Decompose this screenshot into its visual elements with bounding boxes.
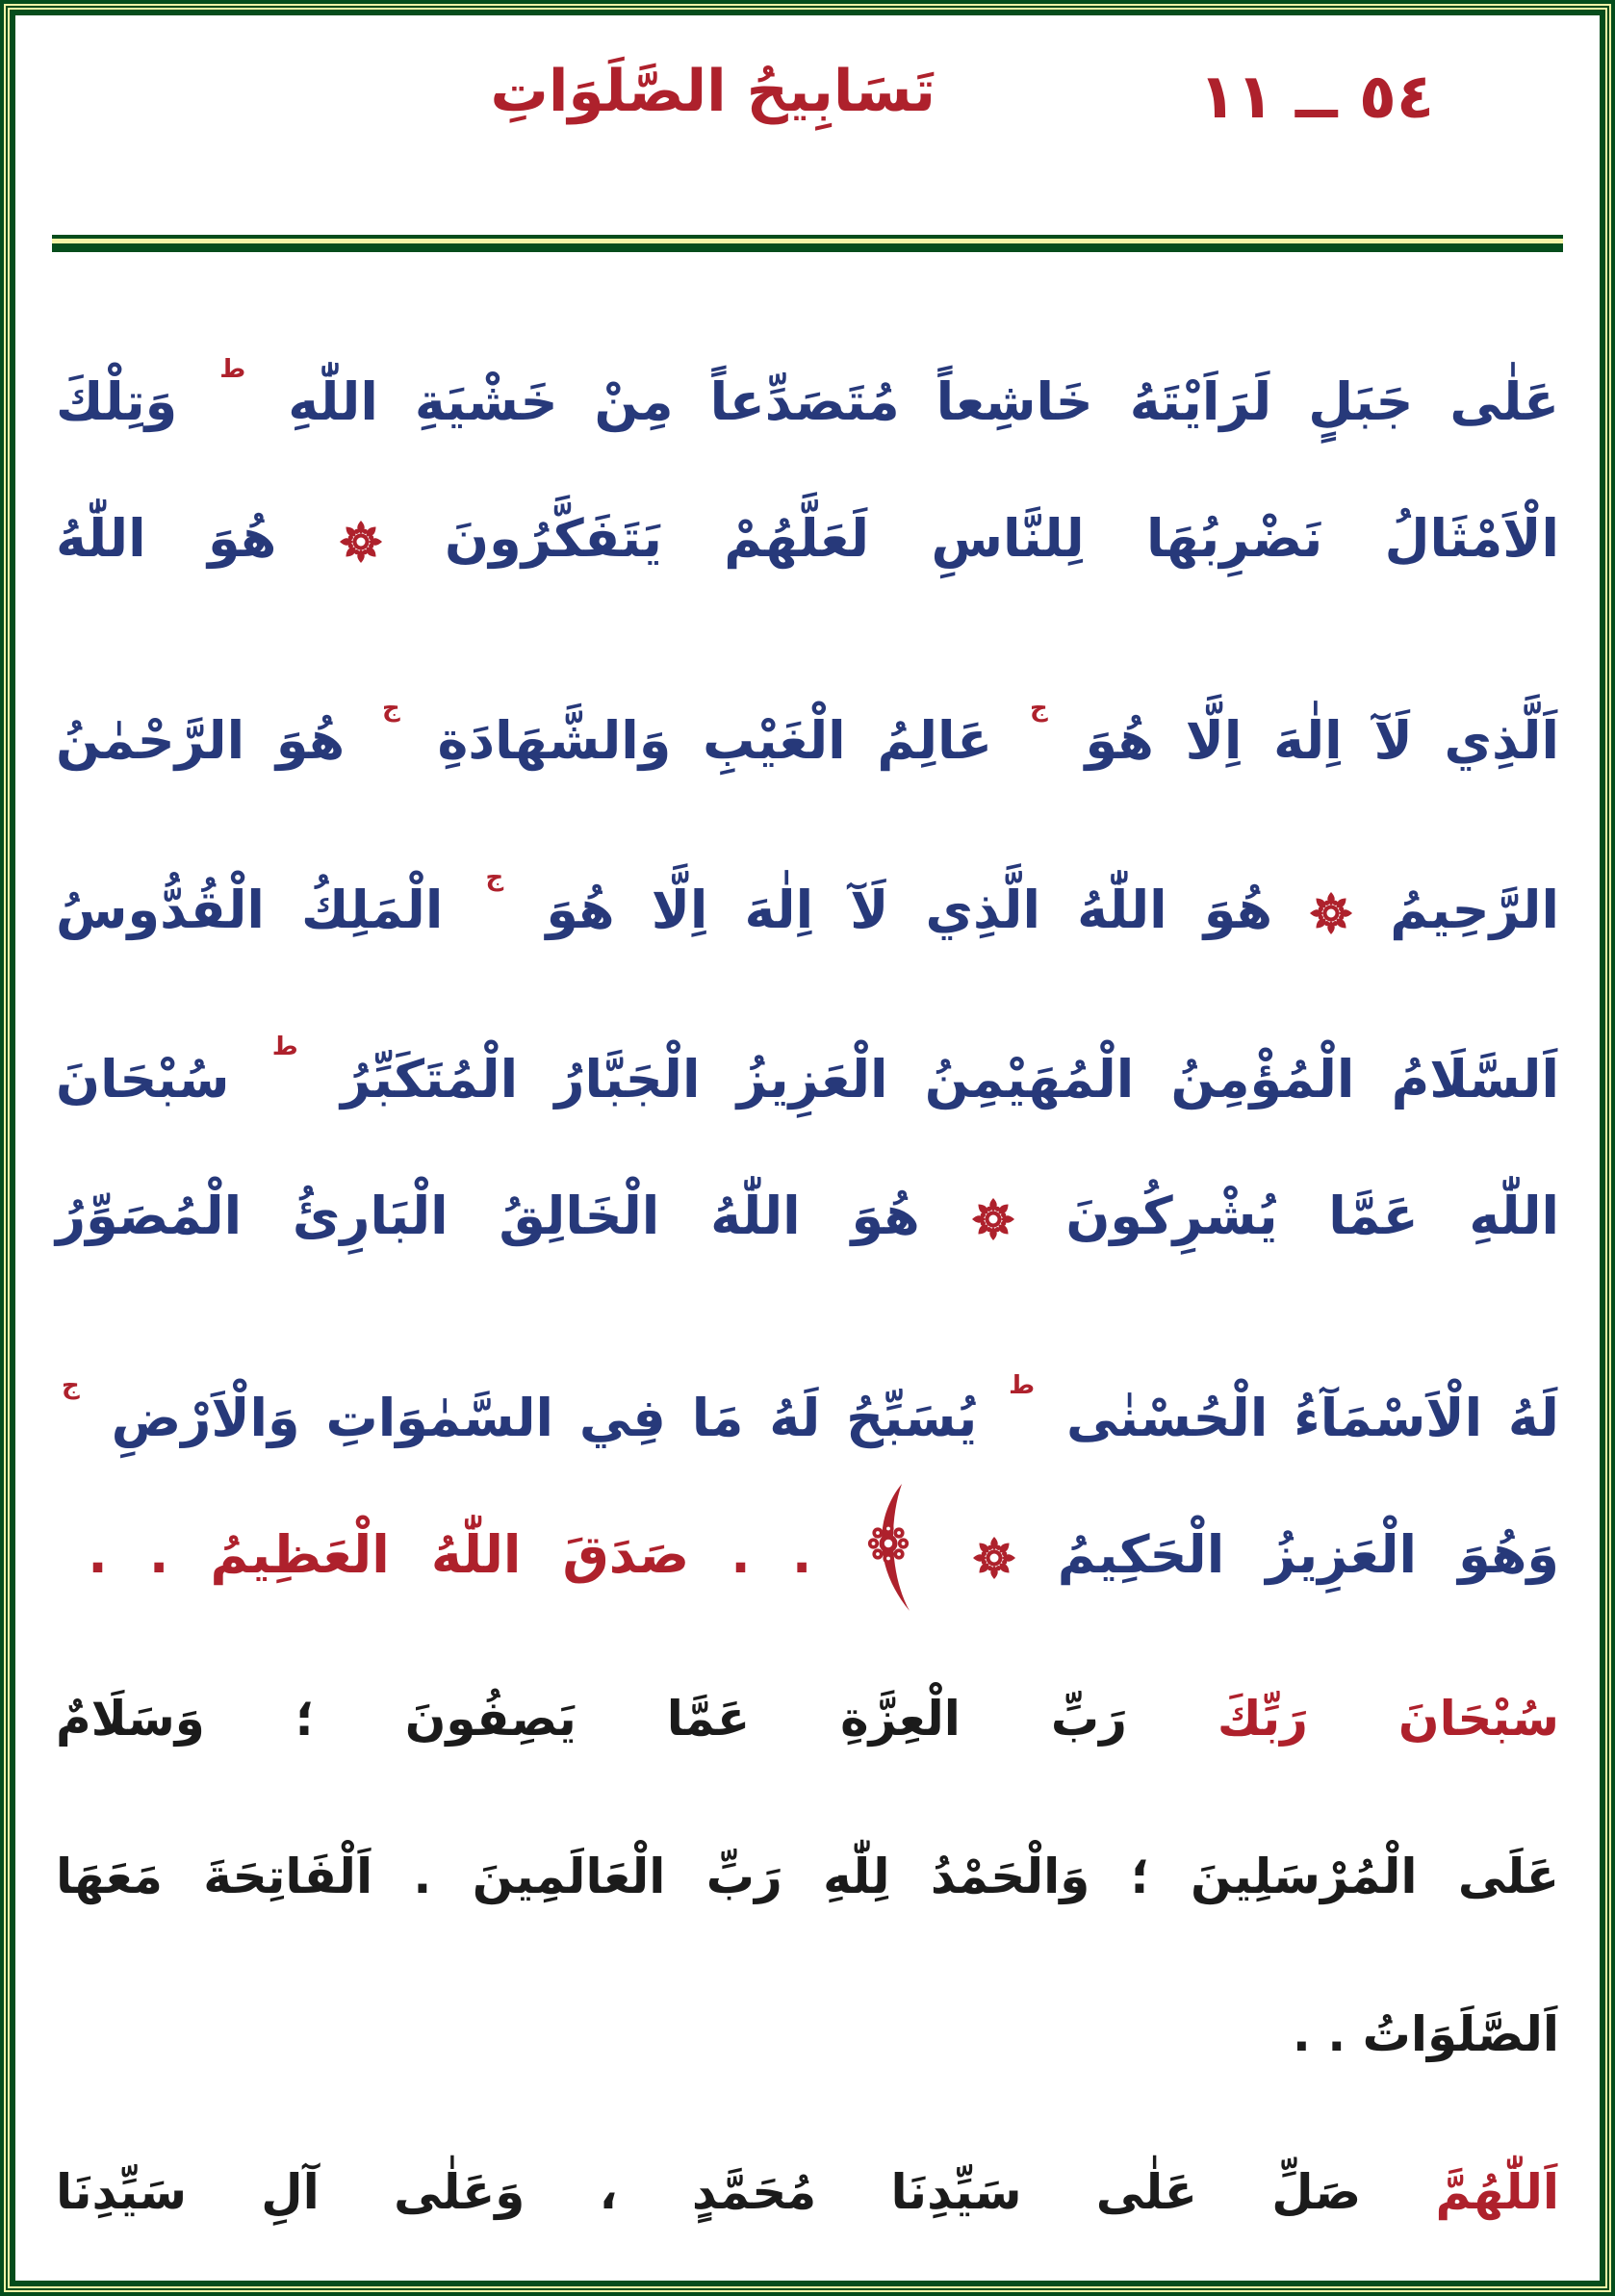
border-stripe-outer: [4, 4, 1611, 2292]
quran-line-6-text: اللّٰهِ عَمَّا يُشْرِكُونَ: [1065, 1186, 1559, 1246]
rosette-ornament-icon: [972, 1524, 1016, 1585]
hizb-ornament-icon: [853, 1524, 930, 1585]
quran-line-8-text: . . صَدَقَ اللّٰهُ الْعَظِيمُ . .: [88, 1524, 812, 1585]
dua-line-2-text: عَلَى الْمُرْسَلِينَ ؛ وَالْحَمْدُ لِلّٰهِ رَبِّ الْعَالَمِينَ . اَلْفَاتِحَةَ مَعَهَا: [56, 1849, 1559, 1904]
border-stripe-mid: [6, 6, 1609, 2290]
quran-line-5: [56, 962, 1559, 1132]
dua-line-3: [56, 1955, 1559, 2113]
quran-line-8-text: وَهُوَ الْعَزِيزُ الْحَكِيمُ: [1057, 1524, 1559, 1585]
quran-line-7: [56, 1301, 1559, 1470]
quran-line-2-text: هُوَ اللّٰهُ: [56, 508, 277, 569]
body-text: [15, 252, 1600, 2271]
quran-line-5-text: اَلسَّلَامُ الْمُؤْمِنُ الْمُهَيْمِنُ الْعَزِيزُ الْجَبَّارُ الْمُتَكَبِّرُ: [341, 1049, 1559, 1110]
dua-line-1-text: رَبِّ الْعِزَّةِ عَمَّا يَصِفُونَ ؛ وَسَلَامٌ: [56, 1691, 1127, 1747]
quran-line-3-text: عَالِمُ الْغَيْبِ وَالشَّهَادَةِ: [437, 710, 993, 771]
page-header: [15, 15, 1600, 235]
waqf-mark: ج: [485, 863, 504, 892]
waqf-mark: ج: [62, 1371, 80, 1400]
quran-line-3-text: هُوَ الرَّحْمٰنُ: [56, 710, 346, 771]
rosette-ornament-icon: [1309, 880, 1353, 940]
dua-line-1: [56, 1640, 1559, 1798]
dua-line-4-text: اَللّٰهُمَّ: [1435, 2164, 1559, 2220]
dua-line-2: [56, 1798, 1559, 1955]
page-title: تَسَابِيحُ الصَّلَوَاتِ: [490, 58, 936, 125]
quran-line-4: [56, 793, 1559, 962]
quran-line-2-text: الْاَمْثَالُ نَضْرِبُهَا لِلنَّاسِ لَعَلَّهُمْ يَتَفَكَّرُونَ: [445, 508, 1559, 569]
quran-line-2: [56, 454, 1559, 624]
quran-line-1-text: عَلٰى جَبَلٍ لَرَاَيْتَهُ خَاشِعاً مُتَصَدِّعاً مِنْ خَشْيَةِ اللّٰهِ: [288, 371, 1559, 432]
waqf-mark: ط: [271, 1033, 298, 1061]
rosette-ornament-icon: [339, 508, 383, 569]
quran-line-1-text: وَتِلْكَ: [56, 371, 178, 432]
quran-line-3: [56, 624, 1559, 793]
quran-line-4-text: الرَّحِيمُ: [1390, 880, 1559, 940]
waqf-mark: ط: [219, 355, 246, 384]
rosette-ornament-icon: [971, 1186, 1015, 1246]
dua-line-4-text: صَلِّ عَلٰى سَيِّدِنَا مُحَمَّدٍ ، وَعَلٰى آلِ سَيِّدِنَا: [56, 2164, 1362, 2220]
header-divider: [52, 235, 1563, 252]
quran-line-4-text: هُوَ اللّٰهُ الَّذِي لَآ اِلٰهَ اِلَّا هُوَ: [546, 880, 1273, 940]
border-stripe-inner: [8, 8, 1607, 2288]
waqf-mark: ج: [1030, 694, 1048, 723]
page-inner-frame: [10, 10, 1605, 2286]
quran-line-3-text: اَلَّذِي لَآ اِلٰهَ اِلَّا هُوَ: [1085, 710, 1559, 771]
dua-line-1-text: سُبْحَانَ رَبِّكَ: [1217, 1691, 1559, 1747]
waqf-mark: ط: [1009, 1371, 1036, 1400]
page-number: ٥٤ ــ ١١: [1198, 62, 1434, 133]
quran-line-1: [56, 285, 1559, 454]
quran-line-6: [56, 1132, 1559, 1301]
dua-line-4: [56, 2113, 1559, 2271]
divider-green-thick-line: [52, 243, 1563, 252]
quran-line-5-text: سُبْحَانَ: [56, 1049, 230, 1110]
quran-line-8: [56, 1470, 1559, 1640]
quran-line-4-text: الْمَلِكُ الْقُدُّوسُ: [56, 880, 444, 940]
dua-line-3-text: اَلصَّلَوَاتُ . .: [1292, 2006, 1559, 2062]
quran-line-7-text: لَهُ الْاَسْمَآءُ الْحُسْنٰى: [1066, 1388, 1559, 1448]
quran-line-6-text: هُوَ اللّٰهُ الْخَالِقُ الْبَارِئُ الْمُصَوِّرُ: [56, 1186, 920, 1246]
waqf-mark: ج: [381, 694, 400, 723]
quran-line-7-text: يُسَبِّحُ لَهُ مَا فِي السَّمٰوَاتِ وَالْاَرْضِ: [111, 1388, 978, 1448]
